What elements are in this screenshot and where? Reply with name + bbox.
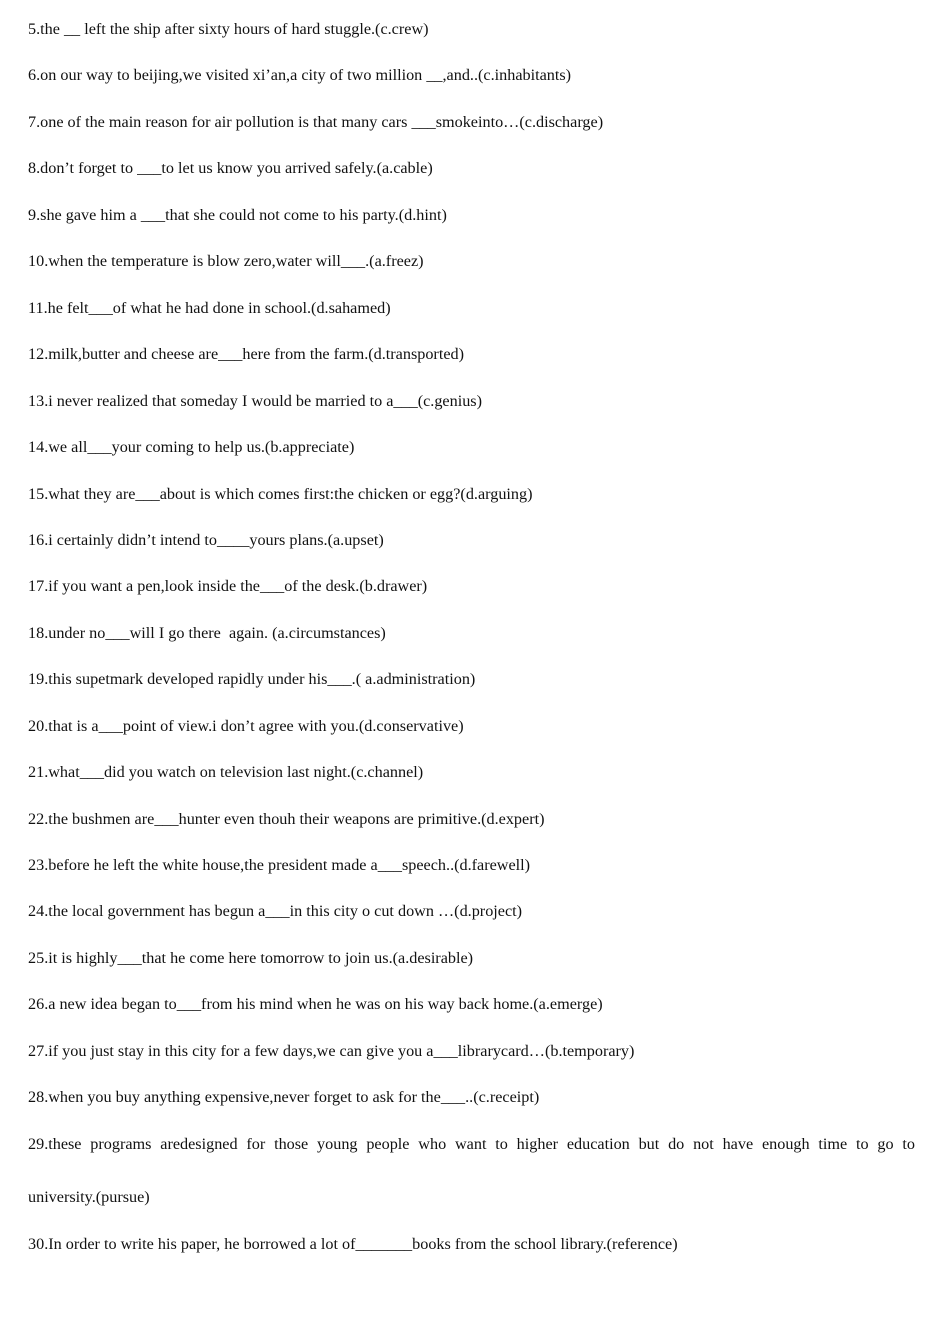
question-29-continued: university.(pursue) — [28, 1188, 150, 1206]
question-24: 24.the local government has begun a___in this city o cut down …(d.project) — [28, 902, 523, 920]
question-30: 30.In order to write his paper, he borrowed a lot of_______books from the school library.(reference) — [28, 1235, 678, 1253]
question-25: 25.it is highly___that he come here tomorrow to join us.(a.desirable) — [28, 949, 474, 967]
question-11: 11.he felt___of what he had done in school.(d.sahamed) — [28, 299, 391, 317]
question-20: 20.that is a___point of view.i don’t agree with you.(d.conservative) — [28, 717, 464, 735]
question-29: 29.these programs aredesigned for those young people who want to higher education but do not have enough time to go to — [28, 1135, 915, 1153]
question-26: 26.a new idea began to___from his mind when he was on his way back home.(a.emerge) — [28, 995, 603, 1013]
question-17: 17.if you want a pen,look inside the___of the desk.(b.drawer) — [28, 577, 428, 595]
question-22: 22.the bushmen are___hunter even thouh their weapons are primitive.(d.expert) — [28, 810, 545, 828]
question-6: 6.on our way to beijing,we visited xi’an,a city of two million __,and..(c.inhabitants) — [28, 66, 572, 84]
question-8: 8.don’t forget to ___to let us know you arrived safely.(a.cable) — [28, 159, 433, 177]
question-10: 10.when the temperature is blow zero,water will___.(a.freez) — [28, 252, 424, 270]
question-18: 18.under no___will I go there again. (a.circumstances) — [28, 624, 386, 642]
question-12: 12.milk,butter and cheese are___here from the farm.(d.transported) — [28, 345, 464, 363]
question-5: 5.the __ left the ship after sixty hours of hard stuggle.(c.crew) — [28, 20, 429, 38]
question-7: 7.one of the main reason for air pollution is that many cars ___smokeinto…(c.discharge) — [28, 113, 604, 131]
question-15: 15.what they are___about is which comes first:the chicken or egg?(d.arguing) — [28, 485, 533, 503]
question-27: 27.if you just stay in this city for a few days,we can give you a___librarycard…(b.temporary) — [28, 1042, 635, 1060]
question-23: 23.before he left the white house,the president made a___speech..(d.farewell) — [28, 856, 531, 874]
question-19: 19.this supetmark developed rapidly under his___.( a.administration) — [28, 670, 476, 688]
question-21: 21.what___did you watch on television last night.(c.channel) — [28, 763, 424, 781]
question-13: 13.i never realized that someday I would be married to a___(c.genius) — [28, 392, 482, 410]
question-9: 9.she gave him a ___that she could not come to his party.(d.hint) — [28, 206, 447, 224]
question-28: 28.when you buy anything expensive,never forget to ask for the___..(c.receipt) — [28, 1088, 540, 1106]
question-14: 14.we all___your coming to help us.(b.appreciate) — [28, 438, 355, 456]
question-16: 16.i certainly didn’t intend to____yours plans.(a.upset) — [28, 531, 384, 549]
